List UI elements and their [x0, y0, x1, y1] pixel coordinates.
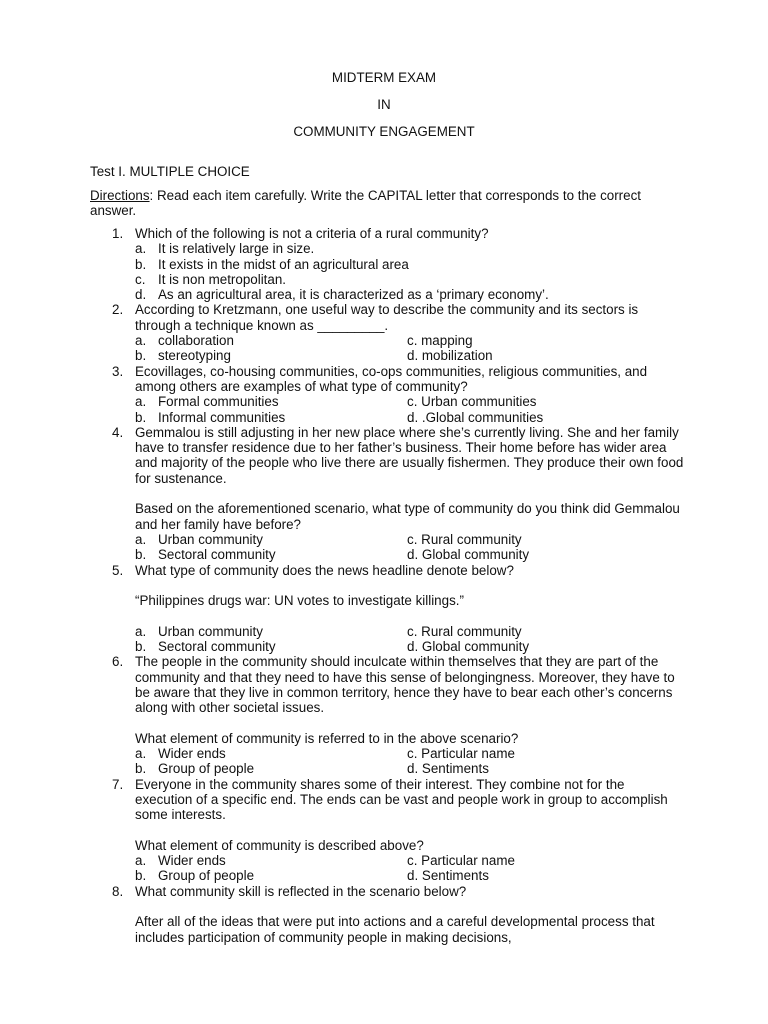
answer-option: [135, 394, 407, 409]
answer-options: [135, 241, 685, 302]
option-text: Sentiments: [421, 868, 489, 884]
option-text: Formal communities: [158, 394, 279, 410]
question-stem: According to Kretzmann, one useful way to describe the community and its sectors is through a technique known as _________.: [135, 302, 639, 333]
option-text: Rural community: [421, 623, 522, 639]
question-number: 6.: [112, 654, 124, 670]
exam-title-line-2: IN: [377, 97, 391, 112]
question-item: [0, 226, 685, 302]
question-prompt: What element of community is described above?: [135, 837, 424, 853]
option-letter: b.: [135, 547, 147, 563]
question-prompt: After all of the ideas that were put into actions and a careful developmental process that includes participation of community people in making decisions,: [135, 914, 655, 945]
question-prompt: “Philippines drugs war: UN votes to investigate killings.”: [135, 593, 464, 609]
question-stem: The people in the community should inculcate within themselves that they are part of the community and that they need to have this sense of belongingness. Moreover, they have to be aware that they live in common territory, hence they have to bear each other’s concerns along with other societal issues.: [135, 654, 675, 716]
option-letter: d.: [407, 868, 419, 884]
question-item: [0, 364, 685, 425]
option-letter: a.: [135, 531, 147, 547]
question-item: [0, 777, 685, 884]
option-letter: c.: [135, 271, 146, 287]
answer-option: [135, 547, 407, 562]
option-letter: d.: [407, 761, 419, 777]
option-text: As an agricultural area, it is characterized as a ‘primary economy’.: [158, 287, 549, 303]
option-letter: b.: [135, 761, 147, 777]
option-letter: d.: [407, 348, 419, 364]
answer-options: [135, 853, 685, 884]
answer-option: [135, 853, 407, 868]
answer-option: [135, 624, 407, 639]
option-text: mobilization: [421, 348, 493, 364]
option-text: collaboration: [158, 333, 234, 349]
option-text: Rural community: [421, 531, 522, 547]
question-item: [0, 563, 685, 655]
option-letter: d.: [407, 409, 419, 425]
question-number: 4.: [112, 424, 124, 440]
option-text: Sectoral community: [158, 639, 276, 655]
question-item: [0, 654, 685, 776]
question-number: 8.: [112, 883, 124, 899]
option-text: It exists in the midst of an agricultural area: [158, 256, 409, 272]
option-letter: b.: [135, 868, 147, 884]
blank-line: [135, 578, 685, 593]
question-number: 7.: [112, 776, 124, 792]
answer-option: [407, 761, 607, 776]
option-text: Global community: [421, 639, 530, 655]
option-letter: a.: [135, 623, 147, 639]
option-letter: c.: [407, 746, 418, 762]
question-number: 1.: [112, 226, 124, 241]
option-letter: a.: [135, 853, 147, 869]
option-text: Sentiments: [421, 761, 489, 777]
answer-option: [135, 532, 407, 547]
option-letter: c.: [407, 333, 418, 349]
test-heading: Test I. MULTIPLE CHOICE: [90, 164, 250, 179]
option-text: Sectoral community: [158, 547, 276, 563]
answer-option: [407, 547, 607, 562]
answer-option: [407, 868, 607, 883]
question-item: [0, 302, 685, 363]
answer-option: [135, 241, 685, 256]
answer-option: [135, 333, 407, 348]
option-letter: b.: [135, 409, 147, 425]
answer-option: [407, 333, 607, 348]
option-letter: c.: [407, 531, 418, 547]
exam-title-block: [0, 70, 768, 151]
answer-option: [135, 761, 407, 776]
option-letter: c.: [407, 623, 418, 639]
blank-line: [135, 899, 685, 914]
answer-option: [407, 639, 607, 654]
question-number: 2.: [112, 302, 124, 318]
option-text: Particular name: [421, 853, 515, 869]
answer-option: [135, 287, 685, 302]
answer-option: [135, 257, 685, 272]
question-stem: What community skill is reflected in the scenario below?: [135, 883, 467, 899]
option-text: Global community: [421, 547, 530, 563]
answer-option: [407, 853, 607, 868]
answer-option: [407, 532, 607, 547]
exam-title-line-3: COMMUNITY ENGAGEMENT: [293, 124, 475, 139]
option-text: Particular name: [421, 746, 515, 762]
directions: [90, 188, 680, 219]
answer-option: [407, 410, 607, 425]
option-text: Group of people: [158, 761, 255, 777]
option-text: stereotyping: [158, 348, 231, 364]
answer-option: [407, 348, 607, 363]
option-letter: d.: [407, 547, 419, 563]
question-number: 3.: [112, 363, 124, 379]
option-letter: b.: [135, 348, 147, 364]
question-number: 5.: [112, 562, 124, 578]
answer-option: [135, 272, 685, 287]
question-prompt: Based on the aforementioned scenario, what type of community do you think did Gemmalou and her family have before?: [135, 501, 680, 532]
blank-line: [135, 716, 685, 731]
answer-options: [135, 532, 685, 563]
option-text: Urban community: [158, 531, 263, 547]
option-letter: b.: [135, 639, 147, 655]
option-text: Urban communities: [421, 394, 537, 410]
option-text: Wider ends: [158, 853, 226, 869]
question-prompt: What element of community is referred to in the above scenario?: [135, 730, 519, 746]
option-text: Wider ends: [158, 746, 226, 762]
blank-line: [135, 608, 685, 623]
option-letter: a.: [135, 746, 147, 762]
option-text: mapping: [421, 333, 473, 349]
answer-options: [135, 624, 685, 655]
answer-options: [135, 333, 685, 364]
directions-text: : Read each item carefully. Write the CAPITAL letter that corresponds to the correct answer.: [90, 188, 641, 219]
option-text: It is relatively large in size.: [158, 241, 315, 257]
question-stem: Gemmalou is still adjusting in her new place where she’s currently living. She and her family have to transfer residence due to her father’s business. Their home before has wider area and majority of the people who live there are usually fishermen. They produce their own food for sustenance.: [135, 424, 684, 486]
option-letter: a.: [135, 241, 147, 257]
option-letter: d.: [135, 287, 147, 303]
option-text: Urban community: [158, 623, 263, 639]
option-letter: c.: [407, 853, 418, 869]
answer-options: [135, 746, 685, 777]
answer-option: [135, 639, 407, 654]
blank-line: [135, 823, 685, 838]
question-stem: What type of community does the news headline denote below?: [135, 562, 514, 578]
option-letter: c.: [407, 394, 418, 410]
exam-title-line-1: MIDTERM EXAM: [331, 70, 437, 85]
answer-option: [407, 624, 607, 639]
question-item: [0, 884, 685, 945]
option-letter: b.: [135, 256, 147, 272]
question-stem: Ecovillages, co-housing communities, co-ops communities, religious communities, and among others are examples of what type of community?: [135, 363, 648, 394]
question-stem: Which of the following is not a criteria of a rural community?: [135, 226, 489, 241]
option-letter: a.: [135, 333, 147, 349]
answer-option: [135, 746, 407, 761]
question-item: [0, 425, 685, 563]
answer-option: [135, 410, 407, 425]
answer-option: [135, 868, 407, 883]
option-letter: d.: [407, 639, 419, 655]
answer-option: [407, 746, 607, 761]
option-text: Group of people: [158, 868, 255, 884]
question-list: [0, 226, 768, 945]
directions-label: Directions: [90, 188, 150, 203]
question-stem: Everyone in the community shares some of their interest. They combine not for the execution of a specific end. The ends can be vast and people work in group to accomplish some interests.: [135, 776, 668, 823]
blank-line: [135, 486, 685, 501]
option-text: .Global communities: [421, 409, 544, 425]
answer-option: [407, 394, 607, 409]
option-text: Informal communities: [158, 409, 286, 425]
answer-option: [135, 348, 407, 363]
option-text: It is non metropolitan.: [158, 271, 287, 287]
answer-options: [135, 394, 685, 425]
option-letter: a.: [135, 394, 147, 410]
